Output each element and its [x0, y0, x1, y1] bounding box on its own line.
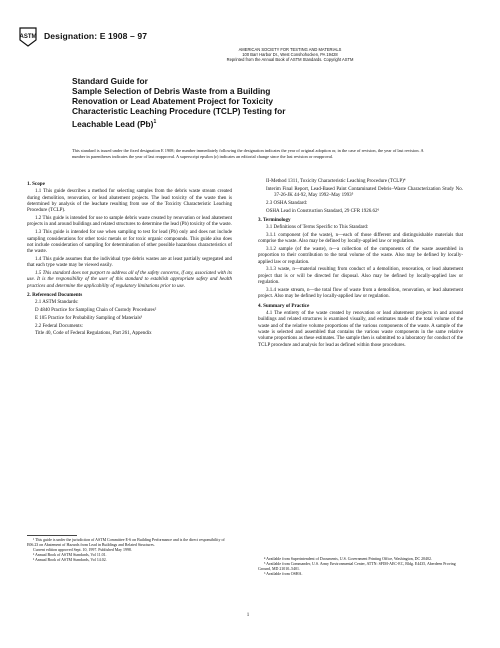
footnote: Current edition approved Sept. 10, 1997. Published May 1998. — [33, 546, 132, 552]
publisher-line: 100 Barr Harbor Dr., West Conshohocken, PA 19428 — [242, 52, 338, 57]
publisher-line: Reprinted from the Annual Book of ASTM Standards. Copyright ASTM — [226, 57, 354, 62]
publisher-line: AMERICAN SOCIETY FOR TESTING AND MATERIALS — [238, 47, 342, 52]
definition-component: 3.1.1 component (of the waste), n—each of those different and distinguishable materials that comprise the waste. Also may be defined by locally-applied law or regulation. — [258, 232, 463, 245]
section-heading-referenced-documents: 2. Referenced Documents — [27, 292, 83, 299]
reference-d4840: D 4840 Practice for Sampling Chain of Custody Procedures² — [35, 308, 157, 314]
footnotes-left — [27, 538, 232, 563]
section-heading-scope: 1. Scope — [27, 181, 45, 187]
paragraph-4-1: 4.1 The entirety of the waste created by renovation or lead abatement projects in and around buildings and related structures is examined visually, and estimates made of the total volume of the waste and of the relative volume proportions of the various components of the waste. A sample of the waste is selected and assembled that contains the various waste components in the same relative volume proportions as these estimates. The sample then is submitted to a laboratory for conduct of the TCLP procedure and analysis for lead as defined within those procedures. — [258, 310, 463, 348]
issued-note: This standard is issued under the fixed designation E 1908; the number immediately following the designation indicates the year of original adoption or, in the case of revision, the year of last revision. A number in parentheses indicates the year of last reapproval. A superscript epsilon (ε) indicates an editorial change since the last revision or reapproval. — [72, 148, 424, 159]
safety-caveat: 1.5 This standard does not purport to address all of the safety concerns, if any, associated with its use. It is the responsibility of the user of this standard to establish appropriate safety and health practices and determine the applicability of regulatory limitations prior to use. — [27, 271, 232, 289]
paragraph-2-1: 2.1 ASTM Standards: — [35, 300, 79, 306]
publisher-block — [160, 47, 420, 62]
footnote-rule-left — [27, 535, 77, 536]
astm-logo-icon — [18, 26, 38, 48]
page-number: 1 — [246, 613, 250, 618]
paragraph-1-5 — [27, 271, 232, 290]
paragraph-3-1: 3.1 Definitions of Terms Specific to This Standard: — [266, 225, 369, 231]
title-line: Renovation or Lead Abatement Project for Toxicity — [72, 96, 274, 107]
title-line: Sample Selection of Debris Waste from a Building — [72, 86, 271, 96]
paragraph-1-3: 1.3 This guide is intended for use when sampling to test for lead (Pb) only and does not include sampling considerations for other toxic metals or for toxic organic compounds. This guide also does not include consideration of sampling for determination of other possible hazardous characteristics of the waste. — [27, 230, 232, 255]
title-line: Characteristic Leaching Procedure (TCLP) Testing for — [72, 106, 286, 117]
definition-waste-stream: 3.1.4 waste stream, n—the total flow of waste from a demolition, renovation, or lead abatement project. Also may be defined by locally-applied law or regulation. — [258, 287, 463, 300]
footnote: ⁶ Available from OSHA. — [264, 570, 303, 576]
definition-sample: 3.1.2 sample (of the waste), n—a collection of the components of the waste assembled in proportion to their contribution to the total volume of the waste. Also may be defined by locally-applied law or regulation. — [258, 247, 463, 265]
footnote: ⁴ Available from Superintendent of Documents, U.S. Government Printing Office, Washington, DC 20402. — [264, 556, 432, 561]
paragraph-2-2: 2.2 Federal Documents: — [35, 323, 83, 329]
designation: Designation: E 1908 – 97 — [44, 31, 148, 41]
footnote: ² Annual Book of ASTM Standards, Vol 11.01. — [33, 551, 107, 557]
svg-text:ASTM: ASTM — [19, 34, 37, 40]
reference-osha: OSHA Lead in Construction Standard, 29 CFR 1926.62⁶ — [266, 208, 380, 214]
left-column — [27, 179, 232, 339]
paragraph-1-1: 1.1 This guide describes a method for selecting samples from the debris waste stream created during demolition, renovation, or lead abatement projects. The lead toxicity of the waste then is determined by analysis of the leachate resulting from use of the Toxicity Characteristic Leaching Procedure (TCLP). — [27, 189, 232, 214]
reference-e105: E 105 Practice for Probability Sampling of Materials³ — [35, 315, 143, 321]
footnote: ⁵ Available from Commander, U.S. Army Environmental Center, ATTN: SFIM-AEC-EC, Bldg. E4435, Aberdeen Proving Ground, MD 21010–5401. — [258, 560, 456, 571]
title-standard-guide: Standard Guide for — [72, 76, 148, 86]
title-line: Leachable Lead (Pb) — [72, 118, 154, 129]
footnotes-right — [258, 557, 463, 577]
definition-waste: 3.1.3 waste, n—material resulting from conduct of a demolition, renovation, or lead abatement project that is or will be directed for disposal. Also may be defined by locally-applied law or regulation. — [258, 267, 463, 286]
paragraph-2-3: 2.3 OSHA Standard: — [266, 200, 308, 206]
right-column — [258, 179, 463, 350]
reference-interim-report: Interim Final Report, Lead-Based Paint Contaminated Debris–Waste Characterization Study No. 37-26-JK 44-92, May 1992–May 1993⁵ — [266, 186, 463, 199]
title-block — [72, 76, 412, 129]
footnote: ¹ This guide is under the jurisdiction of ASTM Committee E-6 on Building Performance and is the direct responsibility of E06.23 on Abatement of Hazards from Lead in Buildings and Related Structures. — [27, 537, 225, 547]
title-line-last — [72, 117, 412, 129]
footnote: ³ Annual Book of ASTM Standards, Vol 14.02. — [33, 556, 107, 562]
paragraph-1-4: 1.4 This guide assumes that the individual type debris wastes are at least partially segregated and that each type waste may be viewed easily. — [27, 256, 232, 269]
section-heading-summary: 4. Summary of Practice — [258, 302, 310, 309]
paragraph-1-2: 1.2 This guide is intended for use to sample debris waste created by renovation or lead abatement projects in and around buildings and related structures to determine the lead (Pb) toxicity of the waste. — [27, 216, 232, 228]
section-heading-terminology: 3. Terminology — [258, 216, 291, 223]
reference-method-1311: II-Method 1311, Toxicity Characteristic Leaching Procedure (TCLP)⁴ — [266, 179, 406, 184]
title-footnote-marker: 1 — [153, 118, 157, 125]
reference-title40: Title 40, Code of Federal Regulations, Part 261, Appendix — [35, 331, 152, 337]
